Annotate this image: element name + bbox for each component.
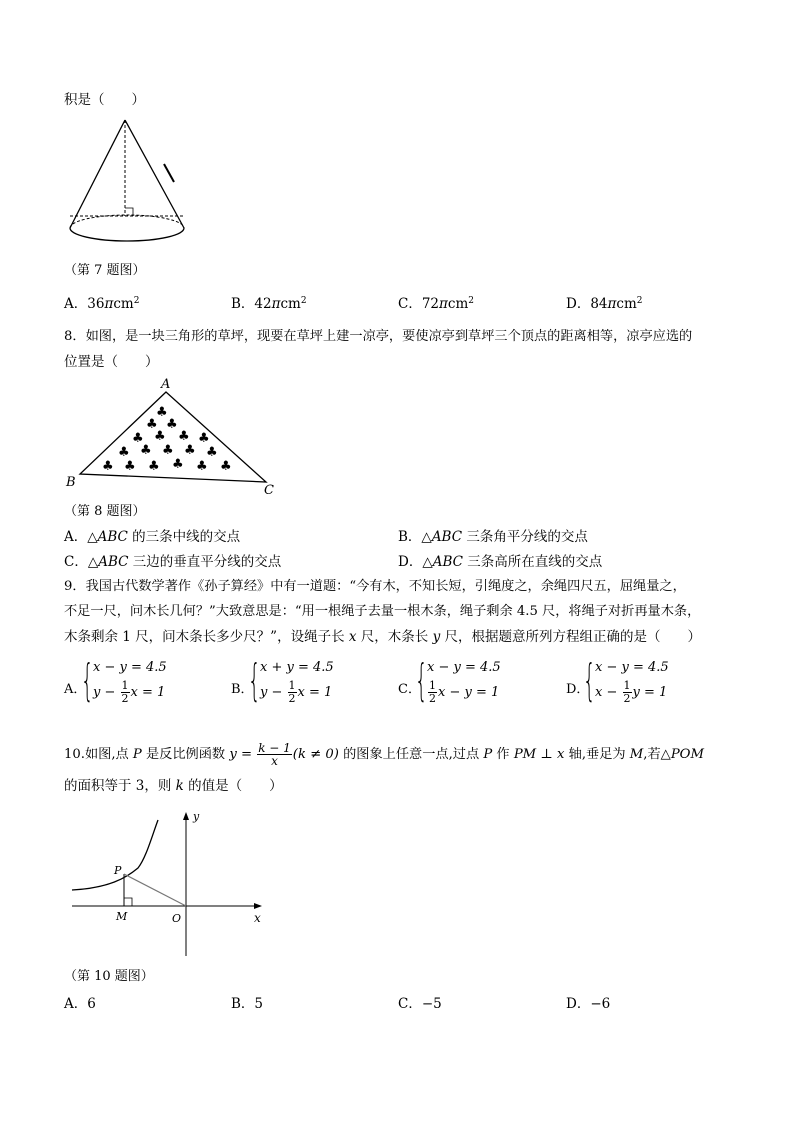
svg-text:♣: ♣ xyxy=(198,431,210,446)
q10-figure-caption: （第 10 题图） xyxy=(64,969,154,984)
q10-question-line1: 10.如图,点 P 是反比例函数 y = $\frac{k - 1}{x}$ (k ≠ 0) 的图象上任意一点,过点 P 作 PM ⊥ x 轴,垂足为 M,若△POM xyxy=(64,741,705,768)
hyperbola-curve xyxy=(72,820,158,890)
triangle-lawn-figure xyxy=(62,374,282,498)
svg-text:♣: ♣ xyxy=(132,431,144,446)
svg-text:♣: ♣ xyxy=(178,429,190,444)
q10-question-line2: 的面积等于 3，则 k 的值是（ ） xyxy=(64,778,283,794)
q9-option-c[interactable]: C． { x − y = 4.5 $\frac{1}{2}$ x − y = 1 xyxy=(398,655,501,706)
origin-label: O xyxy=(172,912,182,925)
q10-option-a[interactable]: A．6 xyxy=(64,996,96,1012)
svg-text:♣: ♣ xyxy=(102,459,114,474)
y-axis-label: y xyxy=(193,810,200,823)
q9-question-line2: 不足一尺，问木长几何？”大致意思是：“用一根绳子去量一根木条，绳子剩余 4.5 尺，将绳子对折再量木条， xyxy=(64,604,701,619)
q8-option-c[interactable]: C．△ABC 三边的垂直平分线的交点 xyxy=(64,554,282,570)
q7-question-tail: 积是（ ） xyxy=(64,92,145,108)
svg-text:♣: ♣ xyxy=(146,417,158,432)
svg-text:♣: ♣ xyxy=(196,459,208,474)
q8-option-d[interactable]: D．△ABC 三条高所在直线的交点 xyxy=(398,554,603,570)
vertex-b-label: B xyxy=(66,475,76,490)
vertex-c-label: C xyxy=(264,483,274,498)
point-p-label: P xyxy=(114,864,122,877)
svg-text:♣: ♣ xyxy=(148,459,160,474)
q8-option-a[interactable]: A．△ABC 的三条中线的交点 xyxy=(64,529,241,545)
inverse-function-graph xyxy=(64,806,274,958)
svg-text:♣: ♣ xyxy=(124,459,136,474)
q7-option-c[interactable]: C．72πcm$^2$ xyxy=(398,296,475,312)
q10-option-c[interactable]: C．−5 xyxy=(398,996,442,1012)
svg-text:♣: ♣ xyxy=(220,459,232,474)
q8-option-b[interactable]: B．△ABC 三条角平分线的交点 xyxy=(398,529,588,545)
svg-text:♣: ♣ xyxy=(118,445,130,460)
svg-text:♣: ♣ xyxy=(154,429,166,444)
svg-text:♣: ♣ xyxy=(166,417,178,432)
x-axis-label: x xyxy=(254,911,261,925)
q8-figure-caption: （第 8 题图） xyxy=(64,504,146,519)
svg-text:♣: ♣ xyxy=(206,445,218,460)
q8-question-line2: 位置是（ ） xyxy=(64,354,159,370)
q8-question-line1: 8．如图，是一块三角形的草坪，现要在草坪上建一凉亭，要使凉亭到草坪三个顶点的距离相等，凉亭应选的 xyxy=(64,329,693,344)
cone-figure xyxy=(62,116,192,252)
q9-option-b[interactable]: B． { x + y = 4.5 y − $\frac{1}{2}$ x = 1 xyxy=(231,655,334,706)
q10-option-d[interactable]: D．−6 xyxy=(566,996,611,1012)
svg-text:♣: ♣ xyxy=(162,443,174,458)
q7-option-d[interactable]: D．84πcm$^2$ xyxy=(566,296,643,312)
vertex-a-label: A xyxy=(161,377,171,392)
svg-text:♣: ♣ xyxy=(172,457,184,472)
q7-option-a[interactable]: A．36πcm$^2$ xyxy=(64,296,140,312)
svg-text:♣: ♣ xyxy=(140,443,152,458)
q7-option-b[interactable]: B．42πcm$^2$ xyxy=(231,296,307,312)
svg-text:♣: ♣ xyxy=(156,405,168,420)
q9-question-line1: 9．我国古代数学著作《孙子算经》中有一道题：“今有木，不知长短，引绳度之，余绳四尺五，屈绳量之， xyxy=(64,579,686,594)
q9-option-a[interactable]: A． { x − y = 4.5 y − $\frac{1}{2}$ x = 1 xyxy=(64,655,167,706)
q10-option-b[interactable]: B．5 xyxy=(231,996,264,1012)
q9-question-line3: 木条剩余 1 尺，问木条长多少尺？”，设绳子长 x 尺，木条长 y 尺，根据题意所列方程组正确的是（ ） xyxy=(64,629,702,645)
q9-option-d[interactable]: D． { x − y = 4.5 x − $\frac{1}{2}$ y = 1 xyxy=(566,655,669,706)
point-m-label: M xyxy=(116,910,128,923)
q7-figure-caption: （第 7 题图） xyxy=(64,263,146,278)
svg-text:♣: ♣ xyxy=(184,443,196,458)
